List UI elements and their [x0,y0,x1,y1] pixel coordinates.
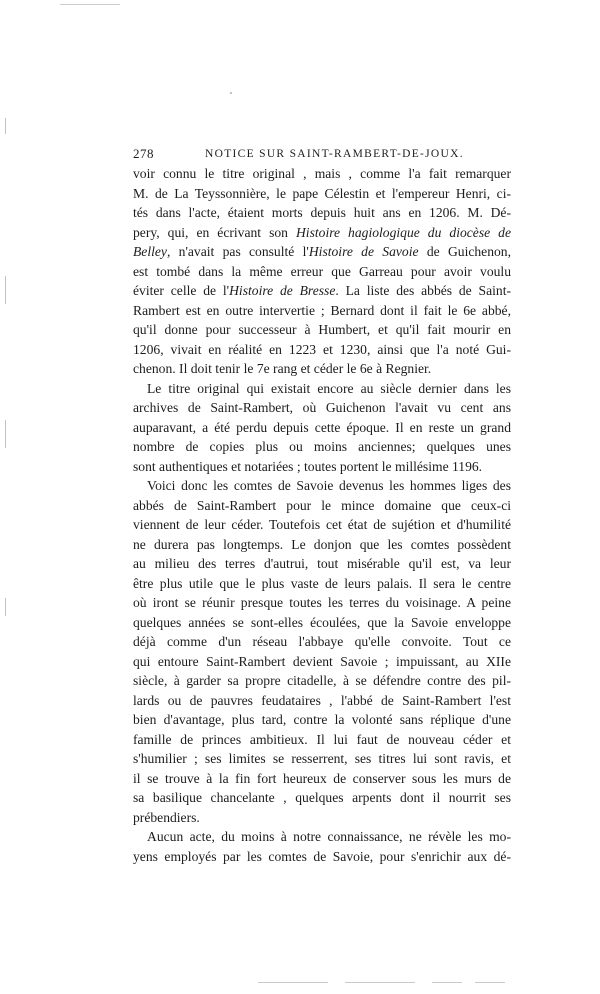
text-line: sa basilique chancelante , quelques arpents dont il nourrit ses [133,790,511,805]
text-line: archives de Saint-Rambert, où Guichenon l'avait vu cent ans [133,400,511,415]
text-line: viennent de leur céder. Toutefois cet état de sujétion et d'humilité [133,517,511,532]
text-line: Rambert est en outre intervertie ; Bernard dont il fait le 6e abbé, [133,302,511,318]
text-line: qui entoure Saint-Rambert devient Savoie ; impuissant, au XIIe [133,653,511,669]
text-line: s'humilier ; ses limites se resserrent, ses titres lui sont ravis, et [133,751,511,766]
text-line: sont authentiques et notariées ; toutes portent le millésime 1196. [133,458,483,474]
paragraph [133,827,511,866]
text-line: être plus utile que le plus vaste de leurs palais. Il sera le centre [133,575,511,591]
text-line: éviter celle de l'Histoire de Bresse. La liste des abbés de Saint- [133,283,512,298]
scan-artifact-bottom-2 [345,982,415,983]
text-line: abbés de Saint-Rambert pour le mince domaine que ceux-ci [133,497,511,513]
scan-artifact-bottom-3 [432,982,462,983]
text-line: il se trouve à la fin fort heureux de conserver sous les murs de [133,770,511,786]
page-number: 278 [133,146,154,161]
scan-artifact-left-edge-3 [5,420,6,448]
page-header [133,146,511,162]
scan-artifact-top-dot [230,92,232,94]
text-line: quelques années se sont-elles écoulées, que la Savoie enveloppe [133,614,511,630]
scan-artifact-left-edge-1 [5,118,6,134]
text-line: auparavant, a été perdu depuis cette époque. Il en reste un grand [133,419,511,435]
text-line: Le titre original qui existait encore au siècle dernier dans les [147,380,511,396]
text-line: qu'il donne pour successeur à Humbert, et qu'il fait mourir en [133,322,511,337]
text-line: Belley, n'avait pas consulté l'Histoire de Savoie de Guichenon, [133,244,511,259]
text-line: famille de princes ambitieux. Il lui faut de nouveau céder et [133,731,511,747]
paragraph [133,379,511,477]
text-line: pery, qui, en écrivant son Histoire hagiologique du diocèse de [133,224,512,240]
scan-artifact-top-left [60,4,120,5]
text-line: lards ou de pauvres feudataires , l'abbé de Saint-Rambert l'est [133,692,511,708]
paragraph [133,164,511,379]
text-line: au milieu des terres d'autrui, tout misérable qu'il est, va leur [133,556,511,571]
text-line: voir connu le titre original , mais , comme l'a fait remarquer [133,166,511,181]
scan-artifact-left-edge-2 [5,276,6,304]
text-line: nombre de copies plus ou moins anciennes; quelques unes [133,439,511,454]
text-line: M. de La Teyssonnière, le pape Célestin et l'empereur Henri, ci- [133,185,511,201]
text-line: tés dans l'acte, étaient morts depuis huit ans en 1206. M. Dé- [133,205,511,220]
text-line: Voici donc les comtes de Savoie devenus les hommes liges des [147,478,511,493]
text-line: prébendiers. [133,809,200,825]
scan-artifact-bottom-4 [475,982,505,983]
text-line: yens employés par les comtes de Savoie, pour s'enrichir aux dé- [133,848,511,864]
paragraph [133,476,511,827]
text-line: ne durera pas longtemps. Le donjon que les comtes possèdent [133,536,511,552]
text-line: chenon. Il doit tenir le 7e rang et céder le 6e à Regnier. [133,361,432,376]
running-head: NOTICE SUR SAINT-RAMBERT-DE-JOUX. [205,148,464,160]
text-line: siècle, à garder sa propre citadelle, à se défendre contre des pil- [133,673,511,688]
scan-artifact-left-edge-4 [5,598,6,616]
body-text [133,164,511,866]
text-line: bien d'avantage, plus tard, contre la volonté sans réplique d'une [133,712,511,727]
text-line: est tombé dans la même erreur que Garreau pour avoir voulu [133,263,511,279]
text-line: 1206, vivait en réalité en 1223 et 1230, ainsi que l'a noté Gui- [133,341,511,357]
text-line: Aucun acte, du moins à notre connaissance, ne révèle les mo- [147,829,511,844]
text-line: déjà comme d'un réseau l'abbaye qu'elle convoite. Tout ce [133,634,511,649]
text-line: où iront se réunir presque toutes les terres du voisinage. A peine [133,595,511,610]
scan-artifact-bottom-1 [258,982,328,983]
